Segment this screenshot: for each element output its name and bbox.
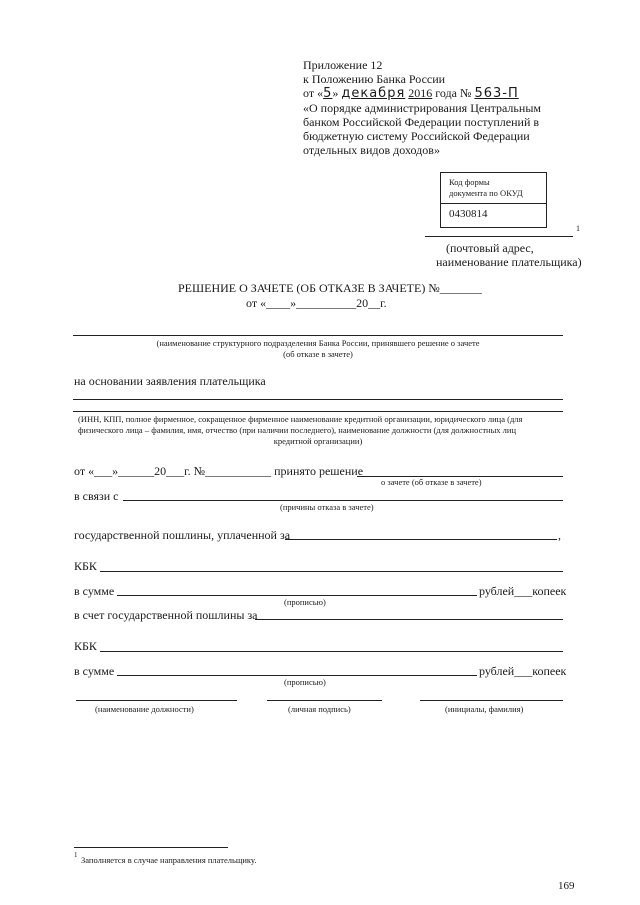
appendix-regulation-line3: бюджетную систему Российской Федерации xyxy=(303,129,530,143)
position-line xyxy=(76,700,237,701)
decision-date: от «____»__________20__г. xyxy=(246,296,387,310)
basis-label: на основании заявления плательщика xyxy=(74,374,266,388)
kbk1-line xyxy=(100,571,563,572)
appendix-reference: к Положению Банка России xyxy=(303,72,446,86)
signature-caption: (личная подпись) xyxy=(288,704,351,714)
appendix-date-line xyxy=(303,86,519,101)
duty-line xyxy=(285,539,557,540)
date-year: 2016 xyxy=(408,86,433,100)
division-caption-line1: (наименование структурного подразделения Банка России, принявшего решение о зачете xyxy=(156,338,480,348)
signature-line xyxy=(267,700,382,701)
footnote-rule xyxy=(74,847,228,848)
date-month: декабря xyxy=(341,86,406,101)
date-day: 5 xyxy=(323,86,333,101)
sum2-caption: (прописью) xyxy=(284,677,326,687)
duty-label: государственной пошлины, уплаченной за xyxy=(74,528,291,542)
reason-line xyxy=(123,500,563,501)
date-mid: » xyxy=(332,86,342,100)
appendix-regulation-line2: банком Российской Федерации поступлений в xyxy=(303,115,540,129)
payer-line1 xyxy=(73,399,563,400)
sum2-line xyxy=(117,675,477,676)
okud-label-line2: документа по ОКУД xyxy=(449,188,523,198)
page-number: 169 xyxy=(558,880,575,892)
address-footnote-mark: 1 xyxy=(576,224,580,233)
name-line xyxy=(420,700,563,701)
decision-title: РЕШЕНИЕ О ЗАЧЕТЕ (ОБ ОТКАЗЕ В ЗАЧЕТЕ) №_______ xyxy=(178,281,482,295)
okud-divider xyxy=(441,203,546,204)
offset-line xyxy=(255,619,563,620)
duty-end: , xyxy=(558,528,561,542)
okud-label-line1: Код формы xyxy=(449,177,490,187)
date-suffix: года № xyxy=(432,86,472,100)
doc-number: 563-П xyxy=(474,86,519,101)
payer-caption-line3: кредитной организации) xyxy=(273,436,363,446)
footnote-text: Заполняется в случае направления плательщику. xyxy=(81,855,257,865)
appendix-regulation-line4: отдельных видов доходов» xyxy=(303,143,440,157)
sum1-line xyxy=(117,595,477,596)
kbk2-label: КБК xyxy=(74,639,97,653)
address-caption-line1: (почтовый адрес, xyxy=(446,241,534,255)
okud-code: 0430814 xyxy=(449,208,488,220)
name-caption: (инициалы, фамилия) xyxy=(445,704,524,714)
okud-box xyxy=(440,172,547,228)
sum1-label: в сумме xyxy=(74,584,115,598)
reason-label: в связи с xyxy=(74,489,119,503)
payer-caption-line2: физического лица – фамилия, имя, отчество (при наличии последнего), наименование должности (для должностных лиц xyxy=(78,425,517,435)
appendix-title: Приложение 12 xyxy=(303,58,383,72)
decision-caption: о зачете (об отказе в зачете) xyxy=(381,477,482,487)
date-prefix: от « xyxy=(303,86,324,100)
sum1-caption: (прописью) xyxy=(284,597,326,607)
reason-caption: (причины отказа в зачете) xyxy=(280,502,374,512)
offset-label: в счет государственной пошлины за xyxy=(74,608,258,622)
division-caption-line2: (об отказе в зачете) xyxy=(283,349,353,359)
sum2-label: в сумме xyxy=(74,664,115,678)
kbk1-label: КБК xyxy=(74,559,97,573)
address-line xyxy=(425,236,573,237)
footnote-mark: 1 xyxy=(74,851,78,859)
address-caption-line2: наименование плательщика) xyxy=(436,255,582,269)
payer-line2 xyxy=(73,411,563,412)
appendix-regulation-line1: «О порядке администрирования Центральным xyxy=(303,101,541,115)
sum2-end: рублей___копеек xyxy=(479,664,567,678)
position-caption: (наименование должности) xyxy=(95,704,194,714)
sum1-end: рублей___копеек xyxy=(479,584,567,598)
kbk2-line xyxy=(100,651,563,652)
division-line xyxy=(73,335,563,336)
payer-caption-line1: (ИНН, КПП, полное фирменное, сокращенное фирменное наименование кредитной организации, юридического лица (для xyxy=(78,414,523,424)
decision-row: от «___»______20___г. №___________ принято решение xyxy=(74,464,364,478)
